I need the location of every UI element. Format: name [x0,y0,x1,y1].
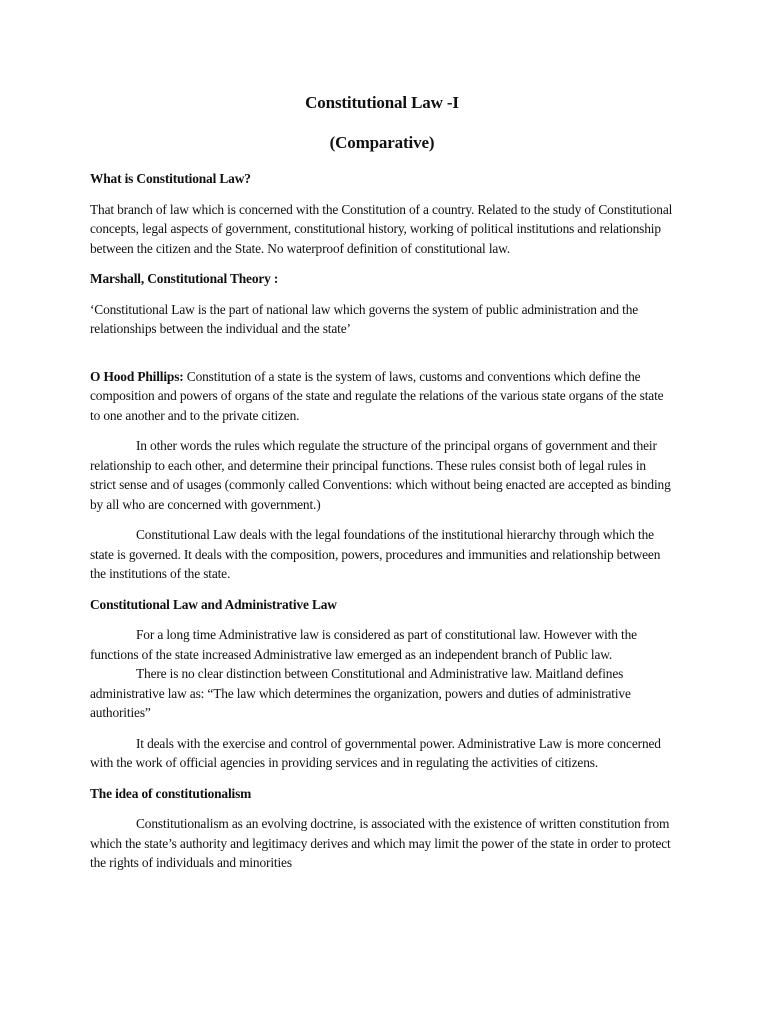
document-page [90,92,674,884]
paragraph-hood-phillips [90,367,674,426]
heading-what-is-constitutional-law: What is Constitutional Law? [90,171,251,186]
hood-phillips-name: O Hood Phillips: [90,368,184,384]
hood-phillips-text: Constitution of a state is the system of laws, customs and conventions which define the composition and powers of organs of the state and regulate the relations of the various state organs of the state to one another and to the private citizen. [90,368,664,423]
document-title: Constitutional Law -I [305,93,459,112]
paragraph-marshall-quote: ‘Constitutional Law is the part of national law which governs the system of public administration and the relationships between the individual and the state’ [90,301,639,336]
heading-marshall: Marshall, Constitutional Theory : [90,271,279,286]
paragraph-admin-governmental-power: It deals with the exercise and control of governmental power. Administrative Law is more concerned with the work of official agencies in providing services and in regulating the activities of citizens. [90,735,661,770]
paragraph-in-other-words: In other words the rules which regulate the structure of the principal organs of government and their relationship to each other, and determine their principal functions. These rules consist both of legal rules in strict sense and of usages (commonly called Conventions: which without being enacted are accepted as binding by all who are concerned with government.) [90,438,671,512]
spacer [90,339,674,367]
paragraph-admin-long-time: For a long time Administrative law is considered as part of constitutional law. However with the functions of the state increased Administrative law emerged as an independent branch of Public law. [90,627,637,662]
paragraph-admin-distinction: There is no clear distinction between Constitutional and Administrative law. Maitland defines administrative law as: “The law which determines the organization, powers and duties of administrative authorities” [90,666,631,720]
paragraph-constitutional-law-deals: Constitutional Law deals with the legal foundations of the institutional hierarchy through which the state is governed. It deals with the composition, powers, procedures and immunities and relationship between the institutions of the state. [90,527,661,581]
paragraph-what-is-constitutional-law: That branch of law which is concerned with the Constitution of a country. Related to the study of Constitutional concepts, legal aspects of government, constitutional history, working of political institutions and relationship between the citizen and the State. No waterproof definition of constitutional law. [90,201,673,256]
heading-constitutional-and-administrative-law: Constitutional Law and Administrative Law [90,596,337,612]
heading-idea-of-constitutionalism: The idea of constitutionalism [90,785,252,801]
document-subtitle: (Comparative) [329,133,435,152]
paragraph-constitutionalism: Constitutionalism as an evolving doctrine, is associated with the existence of written constitution from which the state’s authority and legitimacy derives and which may limit the power of the state in order to protect the rights of individuals and minorities [90,816,671,870]
